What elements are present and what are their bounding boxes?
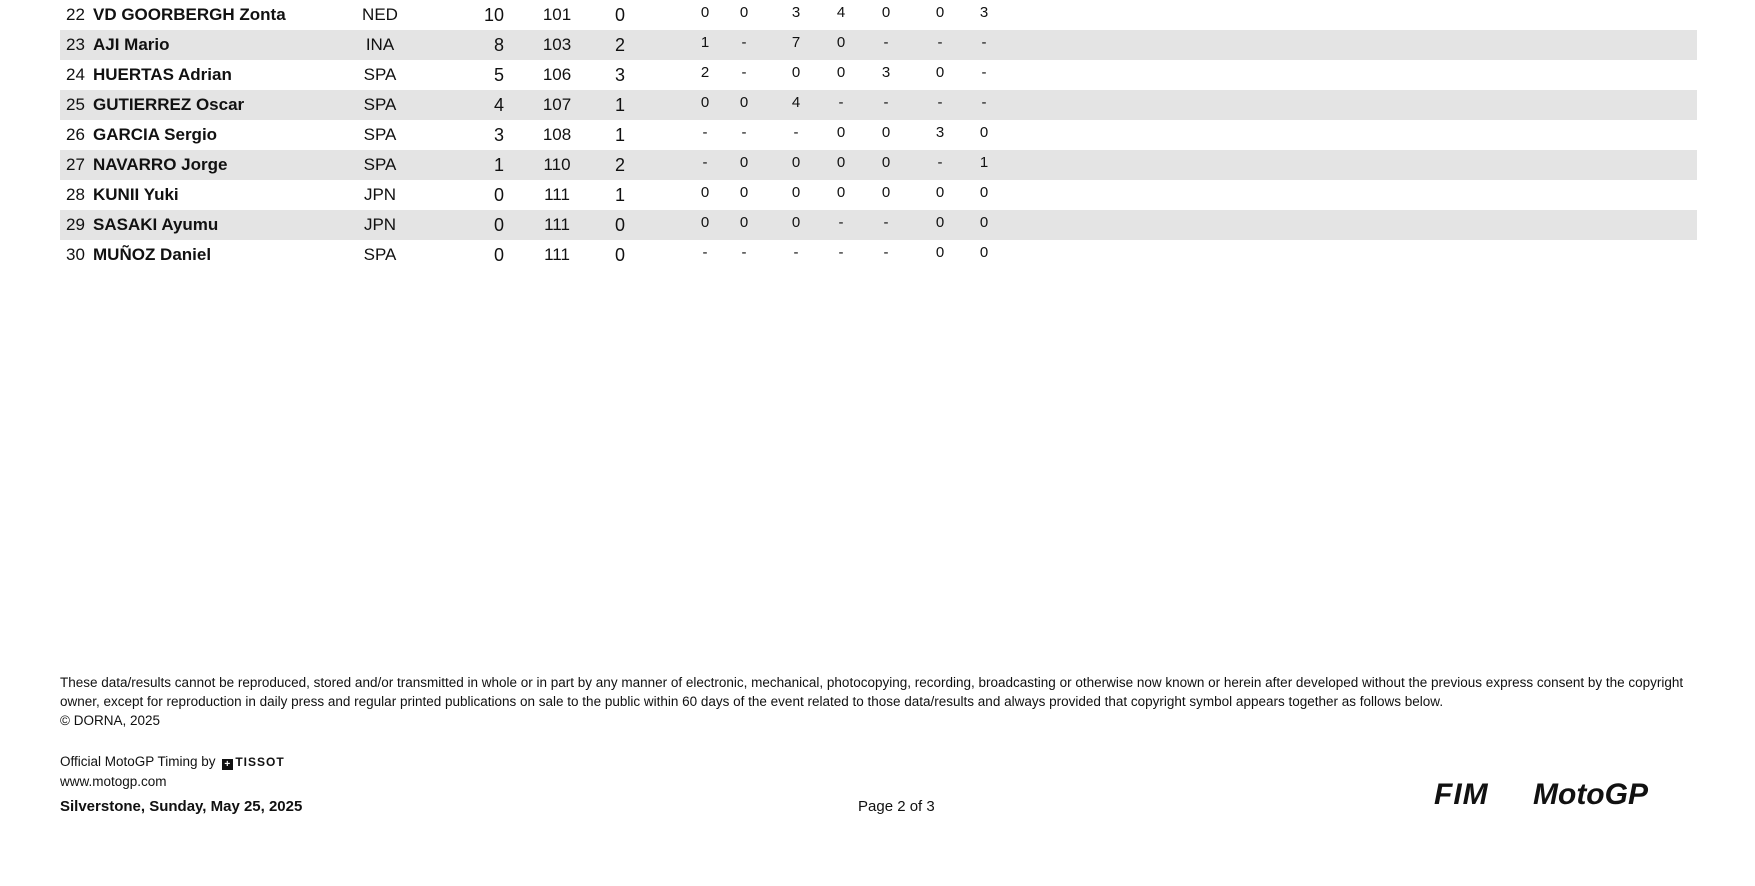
race-points: 0 [700,94,710,111]
rider-nation: SPA [363,155,397,174]
table-row [60,150,1697,180]
timing-label: Official MotoGP Timing by [60,754,216,769]
rider-position: 29 [66,215,85,234]
race-points: 0 [881,124,891,141]
prev-column: 2 [614,35,625,55]
race-points: - [981,94,987,111]
race-points: 2 [700,64,710,81]
points-gap: 110 [543,155,571,174]
race-points: 4 [791,94,801,111]
race-points: - [838,214,844,231]
copyright-text: © DORNA, 2025 [60,713,160,728]
table-row [60,240,1697,270]
table-row [60,30,1697,60]
tissot-logo: + TISSOT [222,753,284,772]
race-points: 0 [935,184,945,201]
race-points: - [883,244,889,261]
race-points: 0 [979,214,989,231]
rider-position: 30 [66,245,85,264]
race-points: 0 [836,34,846,51]
rider-points: 0 [493,215,504,235]
rider-points: 3 [493,125,504,145]
race-points: 0 [739,184,749,201]
race-points: - [937,34,943,51]
rider-position: 26 [66,125,85,144]
race-points: 1 [979,154,989,171]
race-points: 0 [979,124,989,141]
race-points: 0 [791,214,801,231]
disclaimer-text: These data/results cannot be reproduced, stored and/or transmitted in whole or in part by any manner of electronic, mechanical, photocopying, recording, broadcasting or otherwise now known or herein after developed without the previous express consent by the copyright owner, except for reproduction in daily press and regular printed publications on sale to the public within 60 days of the event related to those data/results and always provided that copyright symbol appears together as follows below. [60,675,1684,709]
race-points: 7 [791,34,801,51]
table-row [60,0,1697,30]
fim-logo: FIM [1434,778,1489,811]
race-points: - [702,244,708,261]
rider-name: GUTIERREZ Oscar [93,95,245,114]
race-points: 0 [881,184,891,201]
points-gap: 106 [542,65,572,84]
motogp-logo: MotoGP [1533,778,1648,811]
race-points: 0 [791,154,801,171]
race-points: - [741,34,747,51]
rider-nation: SPA [363,125,397,144]
race-points: - [981,64,987,81]
prev-column: 0 [614,245,625,265]
race-points: - [793,124,799,141]
standings-table [60,0,1697,270]
prev-column: 0 [614,5,625,25]
race-points: 0 [739,94,749,111]
race-points: 0 [935,244,945,261]
timing-credit [60,752,285,772]
race-points: 0 [700,184,710,201]
rider-nation: JPN [363,185,397,204]
race-points: 0 [836,184,846,201]
rider-points: 10 [483,5,504,25]
race-points: - [741,64,747,81]
race-points: 1 [700,34,710,51]
race-points: 3 [791,4,801,21]
race-points: 0 [935,214,945,231]
race-points: - [741,124,747,141]
table-row [60,210,1697,240]
rider-nation: INA [365,35,395,54]
rider-position: 24 [66,65,85,84]
rider-points: 0 [493,185,504,205]
swiss-cross-icon: + [222,759,233,770]
points-gap: 107 [542,95,572,114]
race-points: - [702,154,708,171]
rider-nation: NED [362,5,398,24]
rider-nation: SPA [363,245,397,264]
rider-position: 22 [66,5,85,24]
rider-position: 25 [66,95,85,114]
points-gap: 101 [542,5,572,24]
race-points: - [838,244,844,261]
rider-name: MUÑOZ Daniel [93,245,212,264]
rider-name: AJI Mario [93,35,170,54]
rider-nation: JPN [363,215,397,234]
race-points: - [793,244,799,261]
rider-position: 23 [66,35,85,54]
race-points: 0 [881,4,891,21]
race-points: - [883,34,889,51]
rider-position: 27 [66,155,85,174]
rider-points: 1 [493,155,504,175]
race-points: 0 [739,154,749,171]
race-points: 3 [935,124,945,141]
rider-name: VD GOORBERGH Zonta [93,5,286,24]
race-points: 0 [791,64,801,81]
race-points: 0 [935,4,945,21]
rider-points: 4 [493,95,504,115]
rider-name: SASAKI Ayumu [93,215,219,234]
race-points: 0 [739,214,749,231]
race-points: 4 [836,4,846,21]
table-row [60,90,1697,120]
race-points: 0 [881,154,891,171]
prev-column: 1 [614,95,625,115]
race-points: 0 [700,214,710,231]
prev-column: 3 [614,65,625,85]
table-row [60,180,1697,210]
rider-nation: SPA [363,95,397,114]
race-points: - [937,94,943,111]
race-points: 0 [979,244,989,261]
rider-name: KUNII Yuki [93,185,179,204]
race-points: - [741,244,747,261]
race-points: 3 [881,64,891,81]
table-row [60,60,1697,90]
race-points: - [702,124,708,141]
prev-column: 0 [614,215,625,235]
table-row [60,120,1697,150]
race-points: - [981,34,987,51]
rider-name: GARCIA Sergio [93,125,218,144]
venue-date: Silverstone, Sunday, May 25, 2025 [60,798,303,815]
points-gap: 103 [542,35,572,54]
points-gap: 111 [544,215,570,234]
race-points: 0 [791,184,801,201]
race-points: - [937,154,943,171]
rider-position: 28 [66,185,85,204]
rider-name: NAVARRO Jorge [93,155,228,174]
rider-points: 5 [493,65,504,85]
race-points: 0 [836,154,846,171]
page-number: Page 2 of 3 [858,798,935,815]
rider-nation: SPA [363,65,397,84]
race-points: - [883,94,889,111]
points-gap: 108 [542,125,572,144]
prev-column: 1 [614,125,625,145]
race-points: 0 [979,184,989,201]
rider-points: 0 [493,245,504,265]
race-points: 3 [979,4,989,21]
website-link[interactable]: www.motogp.com [60,774,167,789]
race-points: 0 [836,124,846,141]
race-points: - [883,214,889,231]
race-points: 0 [739,4,749,21]
prev-column: 2 [614,155,625,175]
race-points: 0 [935,64,945,81]
prev-column: 1 [614,185,625,205]
points-gap: 111 [544,245,570,264]
race-points: - [838,94,844,111]
rider-points: 8 [493,35,504,55]
race-points: 0 [836,64,846,81]
points-gap: 111 [544,185,570,204]
rider-name: HUERTAS Adrian [93,65,232,84]
race-points: 0 [700,4,710,21]
